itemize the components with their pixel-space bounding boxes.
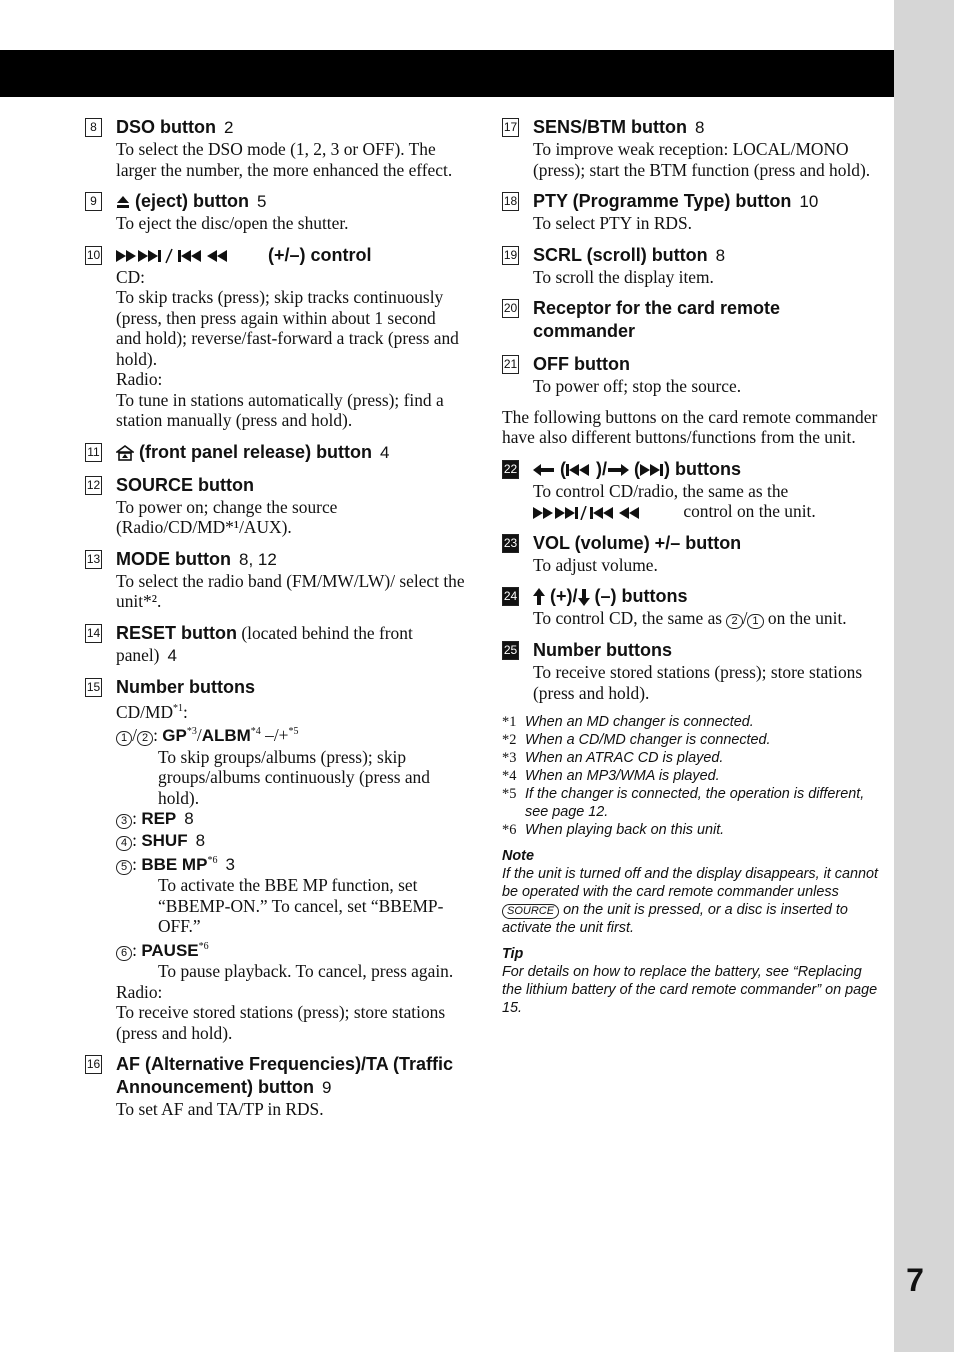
right-column [502, 116, 882, 1017]
item-number: 12 [85, 476, 102, 495]
line-radio: Radio: [116, 369, 163, 389]
item-24: 24 (+)/ (–) buttons To control CD, the same as 2 / 1 on the unit. [503, 586, 847, 628]
front-panel-release-icon [116, 445, 134, 461]
down-arrow-icon [578, 588, 590, 606]
page-ref: 4 [167, 645, 177, 665]
page-ref: 8, 12 [238, 549, 277, 569]
item-title-b: (–) buttons [594, 586, 688, 606]
item-8 [85, 116, 465, 180]
key-1: 1 [116, 731, 132, 746]
item-description: To improve weak reception: LOCAL/MONO (press); start the BTM function (press and hold). [533, 139, 871, 180]
item-description: To select the DSO mode (1, 2, 3 or OFF). The larger the number, the more enhanced the effect. [116, 139, 453, 180]
footnote: *2 When a CD/MD changer is connected. [502, 732, 771, 748]
intro-paragraph: The following buttons on the card remote commander have also different buttons/functions from the unit. [502, 406, 878, 447]
item-title: RESET button [116, 622, 237, 643]
item-title: SCRL (scroll) button [533, 244, 708, 265]
key-2: 2 [726, 614, 742, 629]
source-key: SOURCE [502, 904, 559, 919]
side-tab [894, 0, 954, 1352]
item-22: 22 ( )/ ( ) buttons To control CD/radio, the same as the control on the unit. [502, 458, 882, 522]
page-ref: 10 [799, 192, 819, 211]
item-21 [502, 353, 882, 397]
pause-label: PAUSE [141, 940, 199, 960]
item-number: 23 [502, 534, 519, 553]
cdmd-label: CD/MD [116, 701, 174, 722]
item-23 [502, 532, 882, 576]
key-1: 1 [747, 614, 763, 629]
key-5: 5 [116, 860, 132, 875]
radio-description: To receive stored stations (press); store stations (press and hold). [116, 1002, 446, 1043]
item-title: DSO button [116, 117, 216, 137]
item-number: 21 [502, 355, 519, 374]
footnote: *3 When an ATRAC CD is played. [502, 750, 724, 766]
page-ref: 3 [225, 854, 235, 874]
item-16 [85, 1053, 465, 1120]
item-number: 17 [502, 118, 519, 137]
footnote: *5 If the changer is connected, the operation is different, see page 12. [502, 786, 865, 820]
key-2: 2 [137, 731, 153, 746]
item-title: (eject) button [135, 191, 250, 211]
item-description: To adjust volume. [533, 554, 658, 575]
left-column [85, 116, 465, 1130]
item-title: MODE button [116, 548, 231, 569]
item-14 [85, 622, 465, 667]
next-track-icon [640, 463, 664, 477]
item-description: To set AF and TA/TP in RDS. [116, 1099, 324, 1120]
minus-plus-label: –/+ [265, 725, 289, 746]
key-3: 3 [116, 814, 132, 829]
item-number: 20 [502, 299, 519, 318]
item-11 [85, 441, 465, 464]
page-ref: 2 [223, 118, 234, 137]
item-title: PTY (Programme Type) button [533, 191, 792, 211]
item-12 [85, 474, 465, 538]
item-9 [85, 190, 465, 234]
page-ref: 8 [694, 118, 705, 137]
item-number: 24 [502, 587, 519, 606]
footnote: *4 When an MP3/WMA is played. [502, 768, 720, 784]
item-title: VOL (volume) +/– button [533, 532, 742, 553]
item-title: Receptor for the card remote commander [533, 298, 781, 341]
item-title: buttons [675, 458, 741, 479]
line-radio-desc: To tune in stations automatically (press); find a station manually (press and hold). [116, 389, 444, 430]
item-20 [502, 297, 882, 343]
item-description-a: To control CD/radio, the same as the [533, 480, 789, 501]
item-number: 16 [85, 1055, 102, 1074]
item-description: To eject the disc/open the shutter. [116, 213, 349, 233]
shuf-label: SHUF [141, 830, 188, 850]
item-number: 9 [85, 192, 102, 211]
item-number: 18 [502, 192, 519, 211]
item-title: AF (Alternative Frequencies)/TA (Traffic Announcement) button [116, 1054, 454, 1098]
colon: : [183, 701, 188, 722]
footnote-ref: *4 [250, 726, 261, 738]
item-description: (located behind the front panel) [116, 622, 413, 665]
footnote-ref: *3 [186, 726, 197, 738]
item-10 [85, 244, 465, 431]
page-number: 7 [906, 1262, 924, 1298]
item-title: SOURCE button [116, 474, 254, 495]
item-number: 14 [85, 624, 102, 643]
eject-icon [116, 195, 130, 209]
item-number: 15 [85, 678, 102, 697]
footnote-ref: *6 [198, 940, 209, 952]
item-description: To select the radio band (FM/MW/LW)/ select the unit*². [116, 570, 465, 611]
item-title: Number buttons [116, 677, 255, 697]
right-arrow-icon [607, 463, 629, 477]
tip-body: For details on how to replace the battery, see “Replacing the lithium battery of the card remote commander” on page 15. [502, 964, 878, 1016]
page-ref: 9 [321, 1078, 332, 1098]
item-description: To power on; change the source (Radio/CD/MD*¹/AUX). [116, 496, 338, 537]
page-ref: 8 [184, 809, 194, 829]
item-title: OFF button [533, 354, 630, 374]
rep-label: REP [141, 809, 177, 829]
item-description: To receive stored stations (press); store stations (press and hold). [533, 662, 863, 703]
line-cd: CD: [116, 266, 145, 287]
item-18 [502, 190, 882, 234]
skip-icons [116, 248, 268, 264]
item-17 [502, 116, 882, 180]
line-cd-desc: To skip tracks (press); skip tracks continuously (press, then press again within about 1 second and hold); reverse/fast-forward a track (press and hold). [116, 287, 459, 369]
item-title: (front panel release) button [139, 441, 373, 462]
header-bar [0, 50, 894, 97]
footnote-ref: *5 [288, 726, 299, 738]
pause-description: To pause playback. To cancel, press again. [158, 961, 454, 982]
key-4: 4 [116, 836, 132, 851]
item-description-a: To control CD, the same as [533, 608, 723, 628]
footnote: *6 When playing back on this unit. [502, 822, 725, 838]
item-19 [502, 244, 882, 288]
footnotes [502, 713, 882, 839]
item-title: Number buttons [533, 640, 672, 660]
item-number: 22 [502, 460, 519, 479]
page-ref: 4 [380, 442, 390, 462]
item-number: 11 [85, 443, 102, 462]
footnote-ref: *1 [173, 703, 184, 714]
footnote-ref: *6 [207, 855, 218, 867]
item-title: SENS/BTM button [533, 117, 687, 137]
item-13 [85, 548, 465, 612]
radio-label: Radio: [116, 981, 163, 1002]
key-6: 6 [116, 946, 132, 961]
up-arrow-icon [533, 588, 545, 606]
item-description: To scroll the display item. [533, 266, 714, 287]
item-number: 10 [85, 246, 102, 265]
item-number: 13 [85, 550, 102, 569]
note-heading: Note [502, 848, 534, 864]
page-ref: 8 [195, 830, 206, 850]
albm-label: ALBM [201, 726, 251, 746]
left-arrow-icon [533, 463, 555, 477]
item-title-a: (+)/ [550, 586, 578, 606]
item-title: (+/–) control [268, 244, 372, 265]
key12-description: To skip groups/albums (press); skip groups/albums continuously (press and hold). [158, 746, 430, 808]
tip-heading: Tip [502, 946, 524, 962]
item-description: To select PTY in RDS. [533, 213, 692, 233]
page-ref: 8 [715, 245, 726, 265]
item-description: To power off; stop the source. [533, 376, 742, 396]
page-ref: 5 [257, 192, 267, 211]
note-body: If the unit is turned off and the display disappears, it cannot be operated with the card remote commander unless SOURCE on the unit is pressed, or a disc is inserted to activate the unit first. [502, 866, 878, 936]
bbe-label: BBE MP [141, 854, 208, 874]
item-number: 25 [502, 641, 519, 660]
item-description-b: control on the unit. [683, 501, 816, 521]
item-number: 19 [502, 246, 519, 265]
prev-track-icon [566, 463, 596, 477]
gp-label: GP [162, 726, 187, 746]
footnote: *1 When an MD changer is connected. [502, 714, 754, 730]
bbe-description: To activate the BBE MP function, set “BBEMP-ON.” To cancel, set “BBEMP-OFF.” [158, 875, 444, 937]
item-15: 15 Number buttons CD/MD$^{*1}$: 1 / 2 : GP$^{*3}$/ALBM$^{*4}$ –/+$^{*5}$ To skip groups/albums (press); skip groups/albums continuously (press and hold). 3 : REP 8 4 : SHUF 8 5 : BBE MP$^{*6}$ 3 To activate the BBE MP function, set “BBEMP-ON.” To cancel, set “BBEMP-OFF.” 6 : PAUSE$^{*6}$ To pause playback. To cancel, press again. Radio: To receive stored stations (press); store stations (press and hold). [85, 676, 465, 1043]
item-number: 8 [85, 118, 102, 137]
item-25 [502, 639, 882, 703]
skip-icons [533, 506, 679, 520]
item-description-b: on the unit. [767, 608, 847, 628]
